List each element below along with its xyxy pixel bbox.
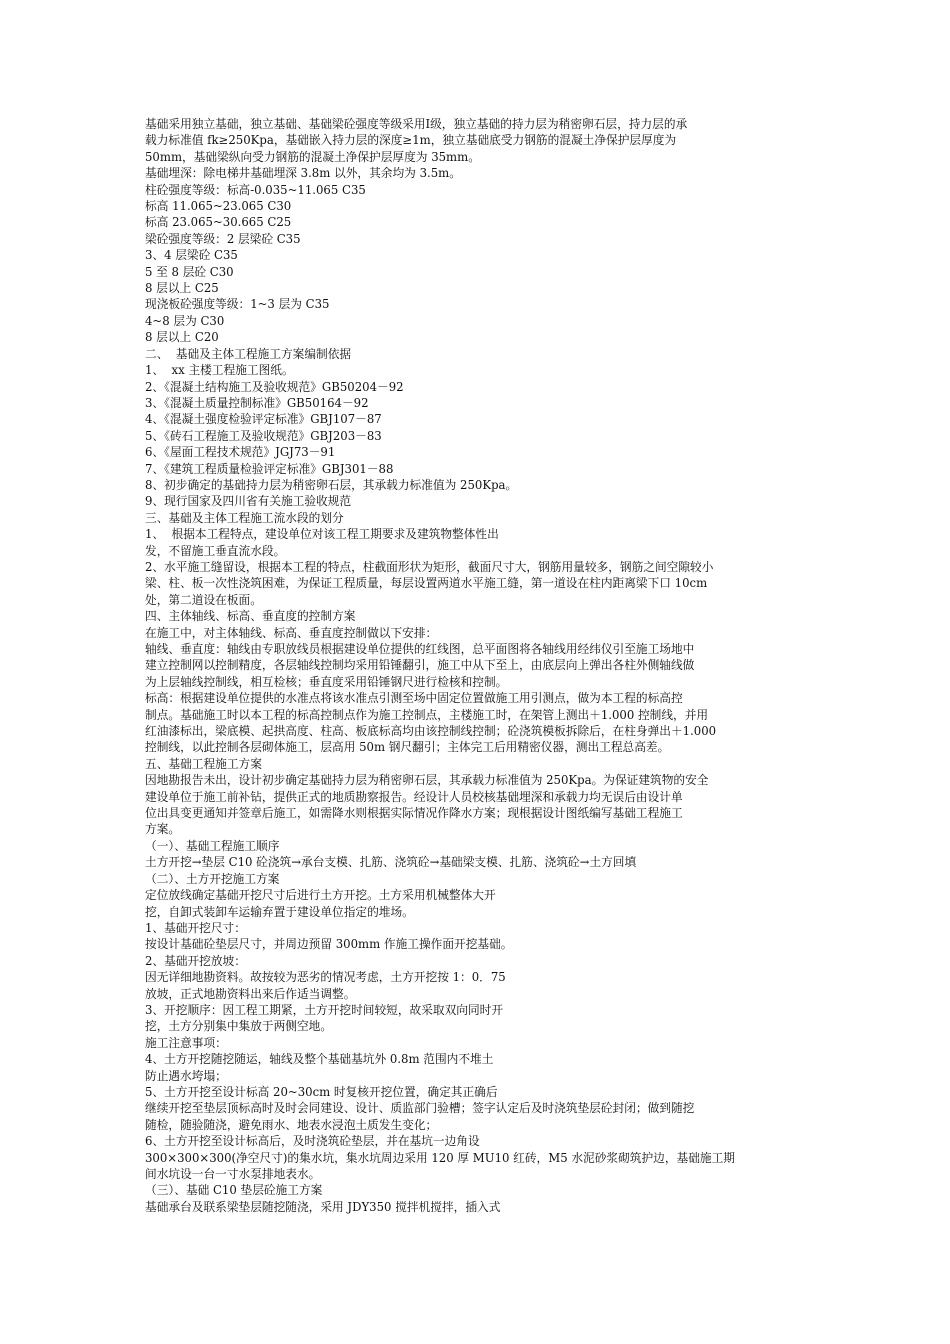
text-line: 1、基础开挖尺寸：: [145, 920, 246, 935]
text-line: 标高 11.065~23.065 C30: [145, 199, 292, 214]
text-line: 四、主体轴线、标高、垂直度的控制方案: [145, 609, 356, 624]
text-line: 2、水平施工缝留设，根据本工程的特点，柱截面形状为矩形，截面尺寸大，钢筋用量较多，钢筋之间空隙较小: [145, 559, 714, 574]
text-line: 6、土方开挖至设计标高后，及时浇筑砼垫层，并在基坑一边角设: [145, 1134, 480, 1149]
text-line: 8 层以上 C20: [145, 330, 219, 345]
text-line: 按设计基础砼垫层尺寸，并周边预留 300mm 作施工操作面开挖基础。: [145, 937, 513, 952]
text-line: 1、 xx 主楼工程施工图纸。: [145, 363, 294, 378]
text-line: 6、《屋面工程技术规范》JGJ73－91: [145, 445, 336, 460]
text-line: 5 至 8 层砼 C30: [145, 264, 234, 279]
text-line: 继续开挖至垫层顶标高时及时会同建设、设计、质监部门验槽；签字认定后及时浇筑垫层砼封闭；做到随挖: [145, 1101, 695, 1116]
text-line: 防止遇水垮塌；: [145, 1068, 227, 1083]
text-line: 4、《混凝土强度检验评定标准》GBJ107－87: [145, 412, 382, 427]
text-line: 3、《混凝土质量控制标准》GB50164－92: [145, 395, 369, 410]
text-line: 2、《混凝土结构施工及验收规范》GB50204－92: [145, 379, 404, 394]
text-line: 基础采用独立基础，独立基础、基础梁砼强度等级采用Ⅰ级，独立基础的持力层为稍密卵石层，持力层的承: [145, 117, 688, 131]
text-line: 施工注意事项：: [145, 1035, 227, 1050]
text-line: 放坡，正式地勘资料出来后作适当调整。: [145, 986, 356, 1001]
text-line: 挖，自卸式装卸车运输弃置于建设单位指定的堆场。: [145, 904, 414, 919]
text-line: 8、初步确定的基础持力层为稍密卵石层，其承载力标准值为 250Kpa。: [145, 477, 518, 492]
text-line: （二）、土方开挖施工方案: [145, 871, 280, 886]
text-line: 红油漆标出，梁底模、起拱高度、柱高、板底标高均由该控制线控制；砼浇筑模板拆除后，在柱身弹出＋1.000: [145, 724, 717, 739]
text-line: 因无详细地勘资料。故按较为恶劣的情况考虑，土方开挖按 1：0．75: [145, 970, 506, 985]
text-line: 挖，土方分别集中集放于两侧空地。: [145, 1019, 333, 1034]
text-line: 基础埋深：除电梯井基础埋深 3.8m 以外，其余均为 3.5m。: [145, 166, 461, 181]
text-line: 基础承台及联系梁垫层随挖随浇，采用 JDY350 搅拌机搅拌，插入式: [145, 1199, 501, 1214]
text-line: 轴线、垂直度：轴线由专职放线员根据建设单位提供的红线图，总平面图将各轴线用经纬仪引至施工场地中: [145, 642, 695, 656]
text-line: 3、开挖顺序：因工程工期紧，土方开挖时间较短，故采取双向同时开: [145, 1002, 504, 1017]
text-line: 50mm，基础梁纵向受力钢筋的混凝土净保护层厚度为 35mm。: [145, 149, 480, 164]
text-line: 定位放线确定基础开挖尺寸后进行土方开挖。土方采用机械整体大开: [145, 888, 496, 903]
text-line: 4、土方开挖随挖随运，轴线及整个基础基坑外 0.8m 范围内不堆土: [145, 1052, 494, 1067]
text-line: 因地勘报告未出，设计初步确定基础持力层为稍密卵石层，其承载力标准值为 250Kpa。为保证建筑物的安全: [145, 773, 709, 788]
text-line: 在施工中，对主体轴线、标高、垂直度控制做以下安排：: [145, 625, 438, 640]
text-line: 1、 根据本工程特点，建设单位对该工程工期要求及建筑物整体性出: [145, 527, 499, 542]
text-line: 制点。基础施工时以本工程的标高控制点作为施工控制点，主楼施工时，在架管上测出＋1.000 控制线，并用: [145, 707, 709, 722]
text-line: 为上层轴线控制线，相互检核；垂直度采用铅锤钢尺进行检核和控制。: [145, 674, 508, 689]
text-line: 7、《建筑工程质量检验评定标准》GBJ301－88: [145, 461, 394, 476]
text-line: 载力标准值 fk≥250Kpa，基础嵌入持力层的深度≥1m，独立基础底受力钢筋的混凝土净保护层厚度为: [145, 133, 677, 148]
text-line: 土方开挖→垫层 C10 砼浇筑→承台支模、扎筋、浇筑砼→基础梁支模、扎筋、浇筑砼→土方回填: [145, 855, 637, 870]
text-line: 4~8 层为 C30: [145, 313, 225, 328]
text-line: 三、基础及主体工程施工流水段的划分: [145, 510, 344, 525]
text-line: 柱砼强度等级：标高-0.035~11.065 C35: [145, 182, 366, 197]
text-line: （三）、基础 C10 垫层砼施工方案: [145, 1183, 323, 1198]
text-line: 5、土方开挖至设计标高 20~30cm 时复核开挖位置，确定其正确后: [145, 1084, 498, 1099]
text-line: 标高：根据建设单位提供的水准点将该水准点引测至场中固定位置做施工用引测点，做为本工程的标高控: [145, 691, 683, 706]
text-line: 5、《砖石工程施工及验收规范》GBJ203－83: [145, 428, 382, 443]
text-line: 五、基础工程施工方案: [145, 756, 262, 771]
text-line: 建设单位于施工前补钻，提供正式的地质勘察报告。经设计人员校核基础埋深和承载力均无误后由设计单: [145, 789, 683, 804]
text-line: 发，不留施工垂直流水段。: [145, 543, 286, 558]
text-line: 控制线，以此控制各层砌体施工，层高用 50m 钢尺翻引；主体完工后用精密仪器，测出工程总高差。: [145, 740, 670, 755]
text-line: 现浇板砼强度等级：1~3 层为 C35: [145, 297, 330, 312]
text-line: 300×300×300(净空尺寸)的集水坑，集水坑周边采用 120 厚 MU10 红砖，M5 水泥砂浆砌筑护边，基础施工期: [145, 1150, 735, 1165]
text-line: 二、 基础及主体工程施工方案编制依据: [145, 346, 352, 361]
text-line: 8 层以上 C25: [145, 281, 219, 296]
text-line: 间水坑设一台一寸水泵排地表水。: [145, 1167, 321, 1181]
text-line: 位出具变更通知并签章后施工，如需降水则根据实际情况作降水方案；现根据设计图纸编写基础工程施工: [145, 806, 683, 821]
text-line: （一）、基础工程施工顺序: [145, 838, 280, 853]
text-line: 标高 23.065~30.665 C25: [145, 215, 292, 230]
text-line: 方案。: [145, 822, 181, 837]
text-line: 处，第二道设在板面。: [145, 592, 262, 607]
text-line: 2、基础开挖放坡：: [145, 953, 246, 968]
text-line: 梁砼强度等级：2 层梁砼 C35: [145, 231, 301, 246]
document-body: [145, 116, 813, 1215]
text-line: 建立控制网以控制精度，各层轴线控制均采用铅锤翻引，施工中从下至上，由底层向上弹出各柱外侧轴线做: [145, 658, 695, 673]
text-line: 3、4 层梁砼 C35: [145, 248, 238, 263]
text-line: 随检，随验随浇，避免雨水、地表水浸泡土质发生变化；: [145, 1117, 438, 1132]
text-line: 梁、柱、板一次性浇筑困难，为保证工程质量，每层设置两道水平施工缝，第一道设在柱内距离梁下口 10cm: [145, 576, 708, 591]
text-line: 9、现行国家及四川省有关施工验收规范: [145, 494, 352, 509]
